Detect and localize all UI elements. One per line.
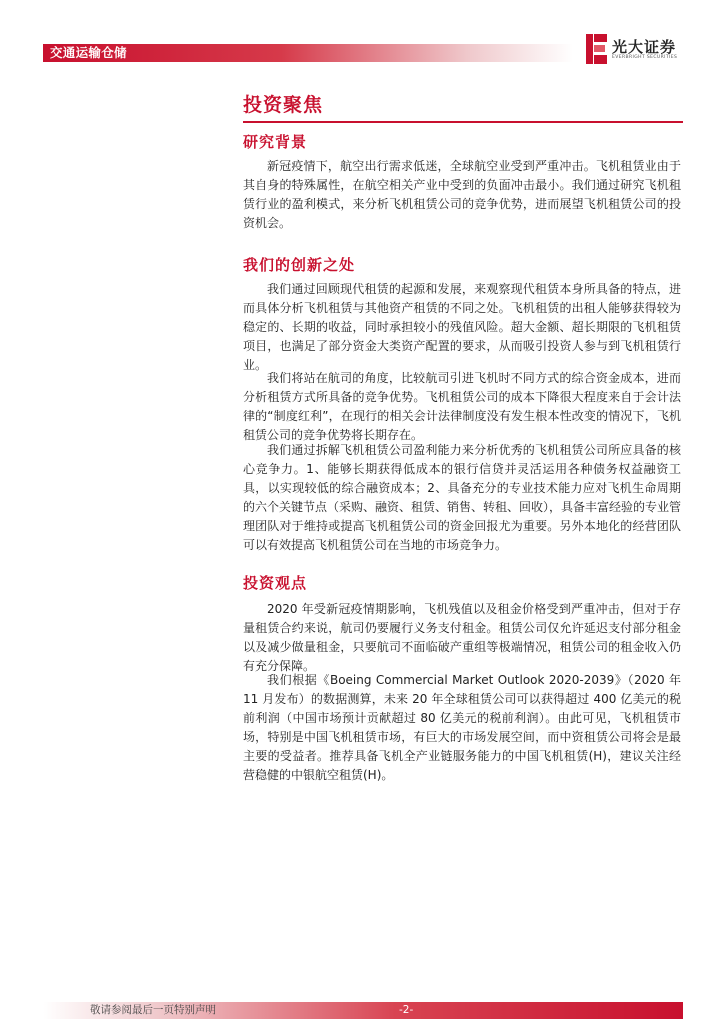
logo-english-name: EVERBRIGHT SECURITIES <box>612 55 678 60</box>
header-section-label: 交通运输仓储 <box>50 45 127 60</box>
section-heading-research-background: 研究背景 <box>243 133 308 151</box>
paragraph: 我们通过拆解飞机租赁公司盈利能力来分析优秀的飞机租赁公司所应具备的核心竞争力。1、能够长期获得低成本的银行信贷并灵活运用各种债务权益融资工具，以实现较低的综合融资成本；2、具备充分的专业技术能力应对飞机生命周期的六个关键节点（采购、融资、租赁、销售、转租、回收），具备丰富经验的专业管理团队对于维持或提高飞机租赁公司的资金回报尤为重要。另外本地化的经营团队可以有效提高飞机租赁公司在当地的市场竞争力。 <box>243 443 682 552</box>
paragraph: 我们根据《Boeing Commercial Market Outlook 2020-2039》（2020 年 11 月发布）的数据测算，未来 20 年全球租赁公司可以获得超过 400 亿美元的税前利润（中国市场预计贡献超过 80 亿美元的税前利润）。由此可见，飞机租赁市场，特别是中国飞机租赁市场，有巨大的市场发展空间，而中资租赁公司将会是最主要的受益者。推荐具备飞机全产业链服务能力的中国飞机租赁(H)，建议关注经营稳健的中银航空租赁(H)。 <box>243 673 681 782</box>
logo-chinese-name: 光大证券 <box>612 38 677 56</box>
paragraph: 2020 年受新冠疫情期影响，飞机残值以及租金价格受到严重冲击，但对于存量租赁合约来说，航司仍要履行义务支付租金。租赁公司仅允许延迟支付部分租金以及减少做量租金，只要航司不面临破产重组等极端情况，租赁公司的租金收入仍有充分保障。 <box>243 602 681 673</box>
paragraph: 新冠疫情下，航空出行需求低迷，全球航空业受到严重冲击。飞机租赁业由于其自身的特殊属性，在航空相关产业中受到的负面冲击最小。我们通过研究飞机租赁行业的盈利模式，来分析飞机租赁公司的竞争优势，进而展望飞机租赁公司的投资机会。 <box>243 159 681 230</box>
section-heading-innovation: 我们的创新之处 <box>243 256 356 274</box>
footer-disclaimer: 敬请参阅最后一页特别声明 <box>90 1004 216 1016</box>
page-number: -2- <box>399 1004 414 1016</box>
page-title: 投资聚焦 <box>243 94 324 116</box>
paragraph: 我们通过回顾现代租赁的起源和发展，来观察现代租赁本身所具备的特点，进而具体分析飞机租赁与其他资产租赁的不同之处。飞机租赁的出租人能够获得较为稳定的、长期的收益，同时承担较小的残值风险。超大金额、超长期限的飞机租赁项目，也满足了部分资金大类资产配置的要求，从而吸引投资人参与到飞机租赁行业。 <box>243 282 681 372</box>
company-logo <box>586 34 696 64</box>
section-heading-investment-view: 投资观点 <box>243 574 308 592</box>
everbright-logo-icon <box>586 34 608 64</box>
paragraph: 我们将站在航司的角度，比较航司引进飞机时不同方式的综合资金成本，进而分析租赁方式所具备的竞争优势。飞机租赁公司的成本下降很大程度来自于会计法律的“制度红利”，在现行的相关会计法律制度没有发生根本性改变的情况下，飞机租赁公司的竞争优势将长期存在。 <box>243 371 681 442</box>
title-divider <box>243 121 683 123</box>
